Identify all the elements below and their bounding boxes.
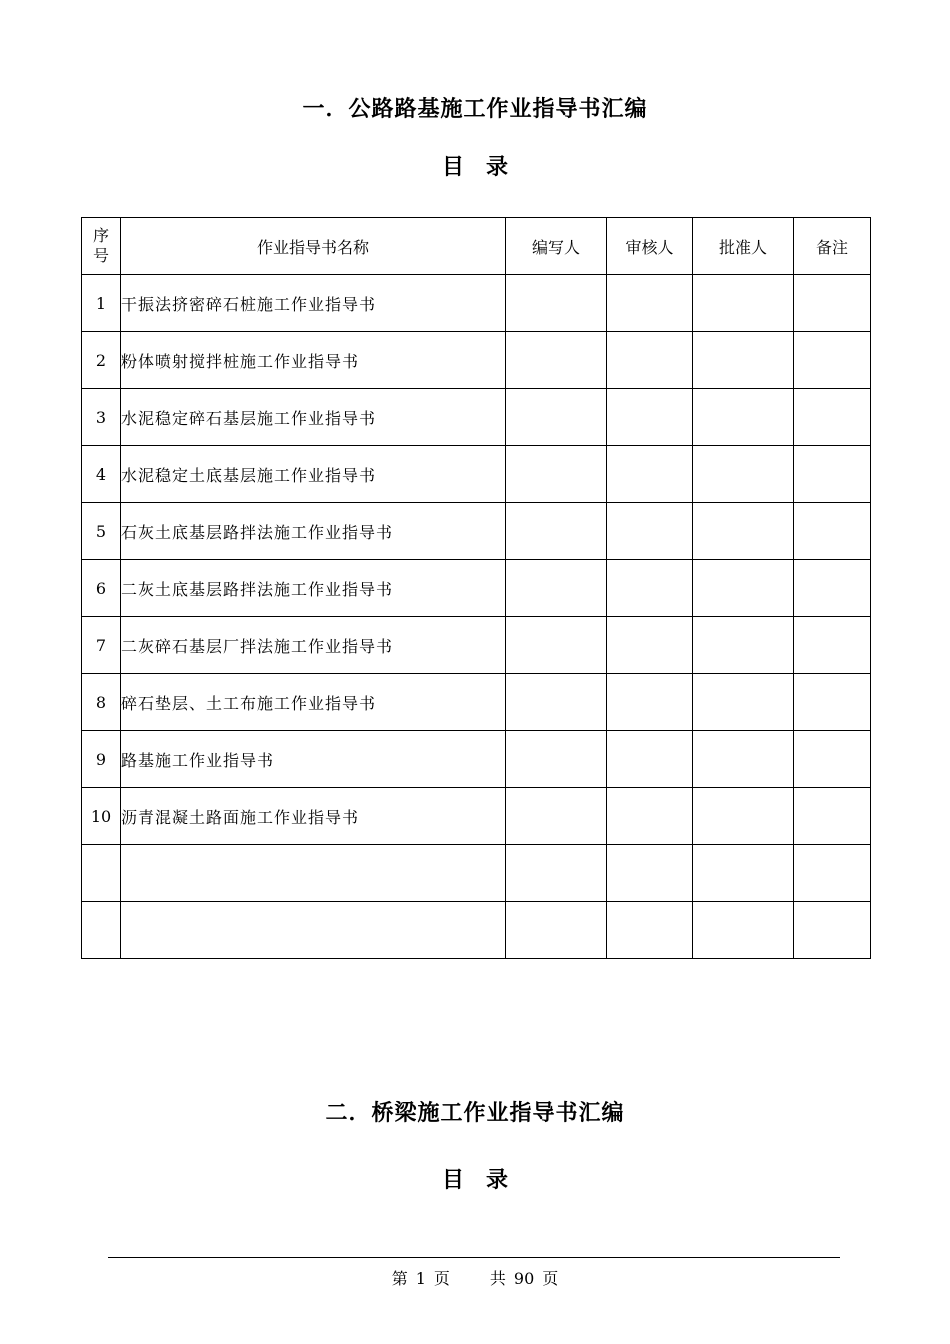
cell-approver: [693, 902, 794, 959]
cell-no: 1: [82, 275, 121, 332]
cell-writer: [506, 845, 607, 902]
cell-name: 粉体喷射搅拌桩施工作业指导书: [121, 332, 506, 389]
cell-name: 沥青混凝土路面施工作业指导书: [121, 788, 506, 845]
cell-approver: [693, 560, 794, 617]
cell-no: 9: [82, 731, 121, 788]
cell-writer: [506, 902, 607, 959]
header-writer: 编写人: [506, 218, 607, 275]
footer-page-number: 1: [415, 1269, 426, 1288]
cell-remarks: [794, 845, 871, 902]
page-footer: [0, 1266, 950, 1289]
table-row: [82, 275, 871, 332]
cell-approver: [693, 332, 794, 389]
cell-remarks: [794, 446, 871, 503]
cell-reviewer: [607, 902, 693, 959]
cell-name: 碎石垫层、土工布施工作业指导书: [121, 674, 506, 731]
header-approver: 批准人: [693, 218, 794, 275]
header-name: 作业指导书名称: [121, 218, 506, 275]
cell-name: [121, 902, 506, 959]
cell-writer: [506, 788, 607, 845]
footer-total-suffix: 页: [542, 1269, 559, 1288]
cell-remarks: [794, 275, 871, 332]
table-row: [82, 389, 871, 446]
cell-approver: [693, 389, 794, 446]
cell-reviewer: [607, 674, 693, 731]
header-no: 序号: [82, 218, 121, 275]
cell-reviewer: [607, 446, 693, 503]
cell-no: 5: [82, 503, 121, 560]
cell-writer: [506, 731, 607, 788]
cell-remarks: [794, 788, 871, 845]
footer-page-suffix: 页: [433, 1269, 450, 1288]
table-row: [82, 332, 871, 389]
table-row: [82, 845, 871, 902]
cell-no: 6: [82, 560, 121, 617]
section1-title: 一．公路路基施工作业指导书汇编: [302, 97, 648, 122]
cell-no: 3: [82, 389, 121, 446]
cell-approver: [693, 788, 794, 845]
table-row: [82, 560, 871, 617]
footer-page-prefix: 第: [391, 1269, 408, 1288]
table-row: [82, 503, 871, 560]
cell-writer: [506, 617, 607, 674]
cell-remarks: [794, 332, 871, 389]
footer-divider: [108, 1257, 840, 1258]
cell-reviewer: [607, 332, 693, 389]
cell-name: 石灰土底基层路拌法施工作业指导书: [121, 503, 506, 560]
table-row: [82, 902, 871, 959]
cell-approver: [693, 674, 794, 731]
cell-writer: [506, 275, 607, 332]
cell-name: 水泥稳定碎石基层施工作业指导书: [121, 389, 506, 446]
cell-no: 7: [82, 617, 121, 674]
cell-reviewer: [607, 389, 693, 446]
cell-approver: [693, 275, 794, 332]
cell-approver: [693, 617, 794, 674]
cell-reviewer: [607, 275, 693, 332]
cell-no: [82, 845, 121, 902]
header-reviewer: 审核人: [607, 218, 693, 275]
cell-approver: [693, 503, 794, 560]
footer-total-prefix: 共: [489, 1269, 506, 1288]
section2-subtitle: 目 录: [441, 1168, 508, 1193]
cell-no: 8: [82, 674, 121, 731]
cell-name: 干振法挤密碎石桩施工作业指导书: [121, 275, 506, 332]
cell-no: 10: [82, 788, 121, 845]
toc-table: [81, 217, 871, 959]
table-row: [82, 674, 871, 731]
section2-title: 二．桥梁施工作业指导书汇编: [325, 1101, 625, 1126]
cell-name: 水泥稳定土底基层施工作业指导书: [121, 446, 506, 503]
cell-reviewer: [607, 503, 693, 560]
cell-remarks: [794, 503, 871, 560]
table-row: [82, 788, 871, 845]
cell-approver: [693, 731, 794, 788]
cell-remarks: [794, 617, 871, 674]
cell-reviewer: [607, 731, 693, 788]
cell-remarks: [794, 389, 871, 446]
cell-writer: [506, 446, 607, 503]
cell-remarks: [794, 731, 871, 788]
cell-writer: [506, 332, 607, 389]
cell-writer: [506, 560, 607, 617]
cell-approver: [693, 446, 794, 503]
cell-reviewer: [607, 560, 693, 617]
table-row: [82, 617, 871, 674]
cell-remarks: [794, 560, 871, 617]
cell-name: 路基施工作业指导书: [121, 731, 506, 788]
cell-no: 4: [82, 446, 121, 503]
cell-remarks: [794, 902, 871, 959]
cell-name: 二灰土底基层路拌法施工作业指导书: [121, 560, 506, 617]
cell-writer: [506, 389, 607, 446]
cell-reviewer: [607, 788, 693, 845]
cell-writer: [506, 503, 607, 560]
cell-reviewer: [607, 617, 693, 674]
cell-no: [82, 902, 121, 959]
cell-approver: [693, 845, 794, 902]
cell-remarks: [794, 674, 871, 731]
table-row: [82, 731, 871, 788]
cell-writer: [506, 674, 607, 731]
cell-no: 2: [82, 332, 121, 389]
table-row: [82, 446, 871, 503]
table-header-row: [82, 218, 871, 275]
section1-subtitle: 目 录: [441, 155, 508, 180]
footer-total-pages: 90: [513, 1269, 535, 1288]
header-remarks: 备注: [794, 218, 871, 275]
cell-reviewer: [607, 845, 693, 902]
cell-name: 二灰碎石基层厂拌法施工作业指导书: [121, 617, 506, 674]
cell-name: [121, 845, 506, 902]
